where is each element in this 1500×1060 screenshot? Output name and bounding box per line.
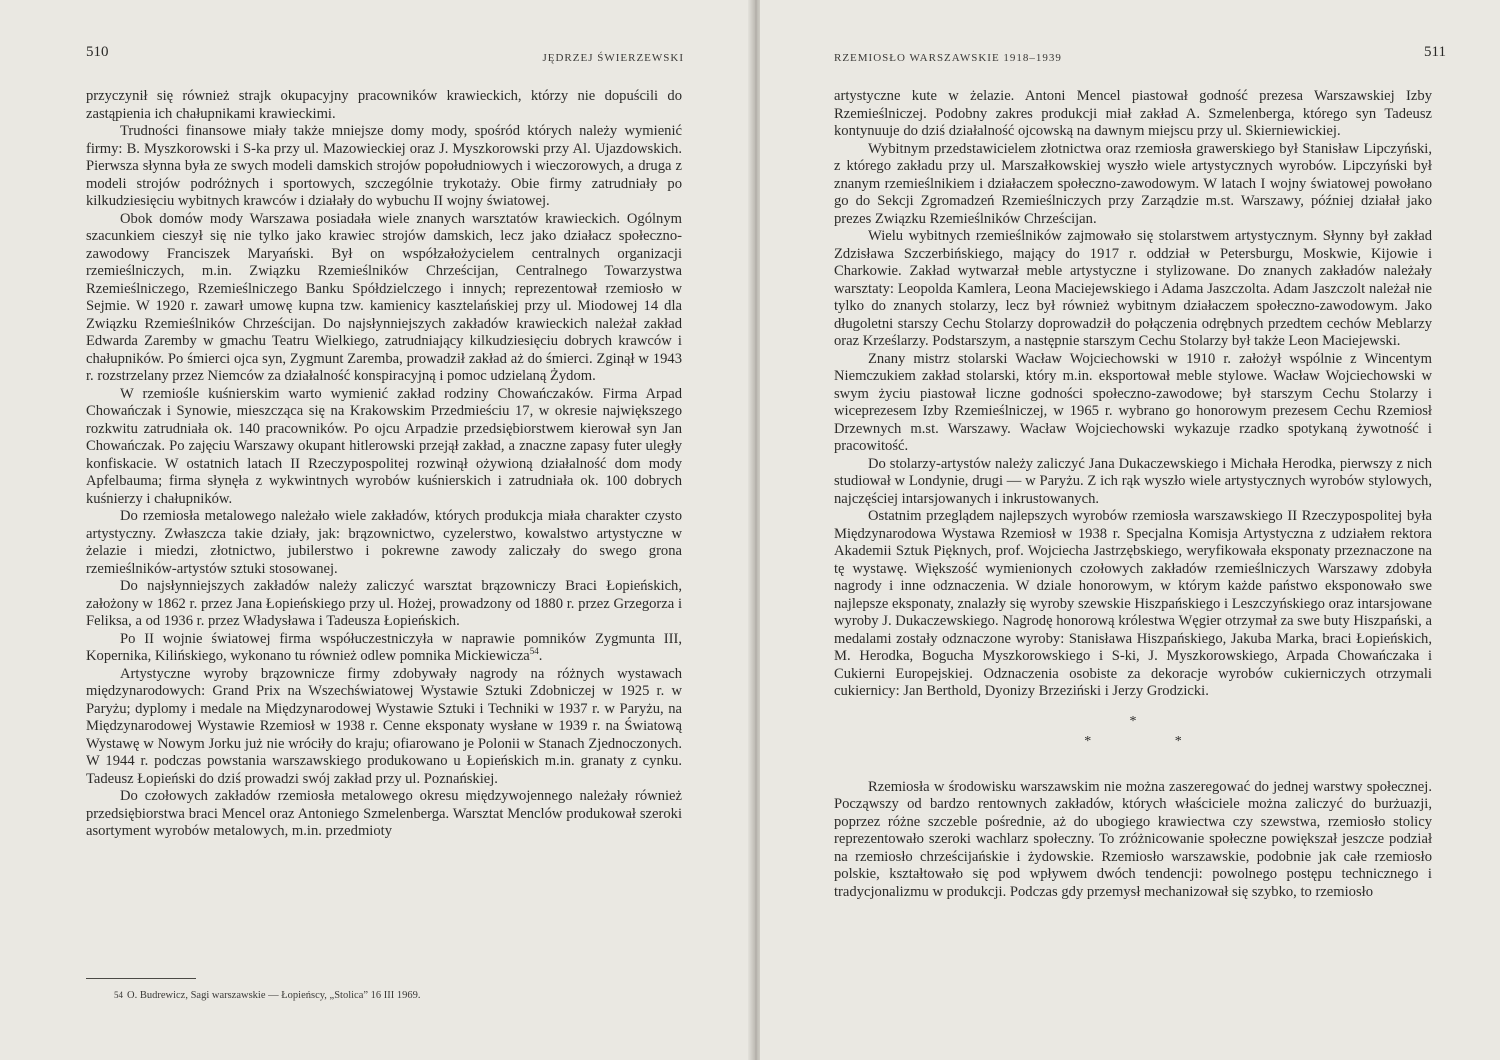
paragraph: Do czołowych zakładów rzemiosła metalowego okresu międzywojennego należały również przedsiębiorstwa braci Mencel oraz Antoniego Szmelenberga. Warsztat Menclów produkował szeroki asortyment wyrobów metalowych, m.in. przedmioty — [86, 788, 682, 839]
section-separator — [834, 715, 1432, 749]
right-page-body — [834, 88, 1432, 901]
paragraph: Ostatnim przeglądem najlepszych wyrobów rzemiosła warszawskiego II Rzeczypospolitej była Międzynarodowa Wystawa Rzemiosł w 1938 r. Specjalna Komisja Artystyczna z udziałem rektora Akademii Sztuk Pięknych, prof. Wojciecha Jastrzębskiego, weryfikowała eksponaty przeznaczone na tę wystawę. Większość wymienionych czołowych zakładów rzemieślniczych Warszawy zdobyła nagrody i inne odznaczenia. W dziale honorowym, w którym każde państwo eksponowało swe najlepsze eksponaty, znalazły się wyroby szewskie Hiszpańskiego i Leszczyńskiego oraz intarsjowane wyroby J. Dukaczewskiego. Nagrodę honorową królestwa Węgier otrzymał za swe buty Hiszpański, a medalami zostały odznaczone wyroby: Stanisława Hiszpańskiego, Jakuba Marka, braci Łopieńskich, M. Herodka, Bogucha Myszkorowskiego i S-ki, J. Myszkorowskiego, Arpada Chowańczaka i Cukierni Europejskiej. Odznaczenia osobiste za dekoracje wyrobów cukierniczych otrzymali cukiernicy: Jan Berthold, Dyonizy Brzeziński i Jerzy Grodzicki. — [834, 508, 1432, 699]
page-number-right: 511 — [1424, 44, 1446, 60]
paragraph-text: Po II wojnie światowej firma współuczestniczyła w naprawie pomników Zygmunta III, Kopernika, Kilińskiego, wykonano tu również odlew pomnika Mickiewicza — [86, 630, 682, 664]
right-page — [760, 0, 1500, 1060]
footnote-reference[interactable]: 54 — [529, 646, 539, 657]
paragraph: Wielu wybitnych rzemieślników zajmowało się stolarstwem artystycznym. Słynny był zakład Zdzisława Szczerbińskiego, mający do 1917 r. oddział w Petersburgu, Moskwie, Kijowie i Charkowie. Zakład wytwarzał meble artystyczne i stylizowane. Do znanych zakładów należały warsztaty: Leopolda Kamlera, Leona Maciejewskiego i Adama Jaszczolta. Adam Jaszczolt należał nie tylko do znanych stolarzy, lecz był również wybitnym działaczem społeczno-zawodowym. Jako długoletni starszy Cechu Stolarzy doprowadził do połączenia odrębnych przedtem cechów Meblarzy oraz Krześlarzy. Podstarszym, a następnie starszym Cechu Stolarzy był także Leon Maciejewski. — [834, 228, 1432, 349]
paragraph: Znany mistrz stolarski Wacław Wojciechowski w 1910 r. założył wspólnie z Wincentym Niemczukiem zakład stolarski, który m.in. eksportował meble stylowe. Wacław Wojciechowski w swym życiu piastował liczne godności społeczno-zawodowe; był starszym Cechu Stolarzy i wiceprezesem Izby Rzemieślniczej, w 1965 r. wybrano go honorowym prezesem Cechu Rzemiosł Drzewnych m.st. Warszawy. Wacław Wojciechowski wykazuje rzadko spotykaną żywotność i pracowitość. — [834, 350, 1432, 454]
paragraph: przyczynił się również strajk okupacyjny pracowników krawieckich, którzy nie dopuścili do zastąpienia ich chałupnikami krawieckimi. — [86, 88, 682, 122]
paragraph: Do najsłynniejszych zakładów należy zaliczyć warsztat brązowniczy Braci Łopieńskich, założony w 1862 r. przez Jana Łopieńskiego przy ul. Hożej, prowadzony od 1880 r. przez Grzegorza i Feliksa, a od 1936 r. przez Władysława i Tadeusza Łopieńskich. — [86, 578, 682, 629]
paragraph: W rzemiośle kuśnierskim warto wymienić zakład rodziny Chowańczaków. Firma Arpad Chowańczak i Synowie, mieszcząca się na Krakowskim Przedmieściu 17, w okresie największego rozkwitu zatrudniała ok. 140 pracowników. Po ojcu Arpadzie przedsiębiorstwem kierował syn Jan Chowańczak. Po zajęciu Warszawy okupant hitlerowski przejął zakład, a znaczne zapasy futer uległy konfiskacie. W ostatnich latach II Rzeczypospolitej rozwinął ożywioną działalność dom mody Apfelbauma; firma słynęła z wykwintnych wyrobów kuśnierskich i zatrudniała ok. 100 dobrych kuśnierzy i chałupników. — [86, 385, 682, 507]
paragraph: Obok domów mody Warszawa posiadała wiele znanych warsztatów krawieckich. Ogólnym szacunkiem cieszył się nie tylko jako krawiec strojów damskich, lecz jako działacz społeczno-zawodowy Franciszek Maryański. Był on współzałożycielem centralnych organizacji rzemieślniczych, m.in. Związku Rzemieślników Chrześcijan, Centralnego Towarzystwa Rzemieślniczego, Rzemieślniczego Banku Spółdzielczego i innych; reprezentował rzemiosło w Sejmie. W 1920 r. zawarł umowę kupna tzw. kamienicy kasztelańskiej przy ul. Miodowej 14 dla Związku Rzemieślników Chrześcijan. Do najsłynniejszych zakładów krawieckich należał zakład Edwarda Zaremby w gmachu Teatru Wielkiego, zatrudniający kilkudziesięciu dobrych krawców i chałupników. Po śmierci ojca syn, Zygmunt Zaremba, prowadził zakład aż do śmierci. Zginął w 1943 r. rozstrzelany przez Niemców za działalność konspiracyjną i pomoc udzielaną Żydom. — [86, 210, 682, 384]
paragraph: Rzemiosła w środowisku warszawskim nie można zaszeregować do jednej warstwy społecznej. Począwszy od bardzo rentownych zakładów, których właściciele można zaliczyć do burżuazji, poprzez różne szczeble pośrednie, aż do ubogiego krawiectwa czy szewstwa, rzemiosło stolicy reprezentowało szeroki wachlarz społeczny. To zróżnicowanie społeczne powiększał jeszcze podział na rzemiosło chrześcijańskie i żydowskie. Rzemiosło warszawskie, podobnie jak całe rzemiosło polskie, kształtowało się pod wpływem dwóch tendencji: powolnego postępu technicznego i tradycjonalizmu w produkcji. Podczas gdy przemysł mechanizował się szybko, to rzemiosło — [834, 778, 1432, 900]
separator-stars: * * — [1084, 733, 1182, 749]
footnote-rule — [86, 978, 196, 979]
paragraph: Wybitnym przedstawicielem złotnictwa oraz rzemiosła grawerskiego był Stanisław Lipczyński, z którego zakładu przy ul. Marszałkowskiej wyszło wiele artystycznych wyrobów. Lipczyński był znanym rzemieślnikiem i działaczem społeczno-zawodowym. W latach I wojny światowej powołano go do Sekcji Zgromadzeń Rzemieślniczych przy Zarządzie m.st. Warszawy, później działał jako prezes Związku Rzemieślników Chrześcijan. — [834, 140, 1432, 227]
footnote — [114, 990, 674, 1001]
paragraph-with-footnote: Po II wojnie światowej firma współuczestniczyła w naprawie pomników Zygmunta III, Kopernika, Kilińskiego, wykonano tu również odlew pomnika Mickiewicza$^{54}$. — [86, 630, 682, 664]
paragraph: artystyczne kute w żelazie. Antoni Mencel piastował godność prezesa Warszawskiej Izby Rzemieślniczej. Podobny zakres produkcji miał zakład A. Szmelenberga, którego syn Tadeusz kontynuuje do dziś działalność ojcowską na dawnym miejscu przy ul. Skierniewickiej. — [834, 88, 1432, 139]
paragraph: Do stolarzy-artystów należy zaliczyć Jana Dukaczewskiego i Michała Herodka, pierwszy z nich studiował w Londynie, drugi — w Paryżu. Z ich rąk wyszło wiele artystycznych wyrobów stylowych, najczęściej intarsjowanych i inkrustowanych. — [834, 455, 1432, 507]
footnote-mark: 54 — [114, 990, 123, 1000]
running-header-right: RZEMIOSŁO WARSZAWSKIE 1918–1939 — [834, 52, 1062, 64]
footnote-text: O. Budrewicz, Sagi warszawskie — Łopieńscy, „Stolica” 16 III 1969. — [127, 990, 421, 1001]
page-number-left: 510 — [86, 44, 109, 60]
paragraph: Trudności finansowe miały także mniejsze domy mody, spośród których należy wymienić firmy: B. Myszkorowski i S-ka przy ul. Mazowieckiej oraz J. Myszkorowski przy Al. Ujazdowskich. Pierwsza słynna była ze swych modeli damskich strojów popołudniowych i wieczorowych, a druga z modeli strojów podróżnych i sportowych, szczególnie trykotaży. Obie firmy zatrudniały po kilkudziesięciu wybitnych krawców i działały do wybuchu II wojny światowej. — [86, 123, 682, 209]
separator-star: * — [1129, 713, 1137, 729]
left-page-body — [86, 88, 682, 841]
paragraph: Do rzemiosła metalowego należało wiele zakładów, których produkcja miała charakter czysto artystyczny. Zwłaszcza takie działy, jak: brązownictwo, cyzelerstwo, kowalstwo artystyczne w żelazie i miedzi, złotnictwo, jubilerstwo i pokrewne zawody zaliczały do swego grona rzemieślników-artystów sztuki stosowanej. — [86, 508, 682, 577]
running-header-left: JĘDRZEJ ŚWIERZEWSKI — [542, 52, 684, 64]
paragraph: Artystyczne wyroby brązownicze firmy zdobywały nagrody na różnych wystawach międzynarodowych: Grand Prix na Wszechświatowej Wystawie Sztuki Zdobniczej w 1925 r. w Paryżu; dyplomy i medale na Międzynarodowej Wystawie Sztuki i Techniki w 1937 r. w Paryżu, na Międzynarodowej Wystawie Rzemiosł w 1938 r. Cenne eksponaty wysłane w 1939 r. na Światową Wystawę w Nowym Jorku już nie wróciły do kraju; ofiarowano je Polonii w Stanach Zjednoczonych. W 1944 r. podczas powstania warszawskiego produkowano u Łopieńskich m.in. granaty z cynku. Tadeusz Łopieński do dziś prowadzi swój zakład przy ul. Poznańskiej. — [86, 665, 682, 787]
